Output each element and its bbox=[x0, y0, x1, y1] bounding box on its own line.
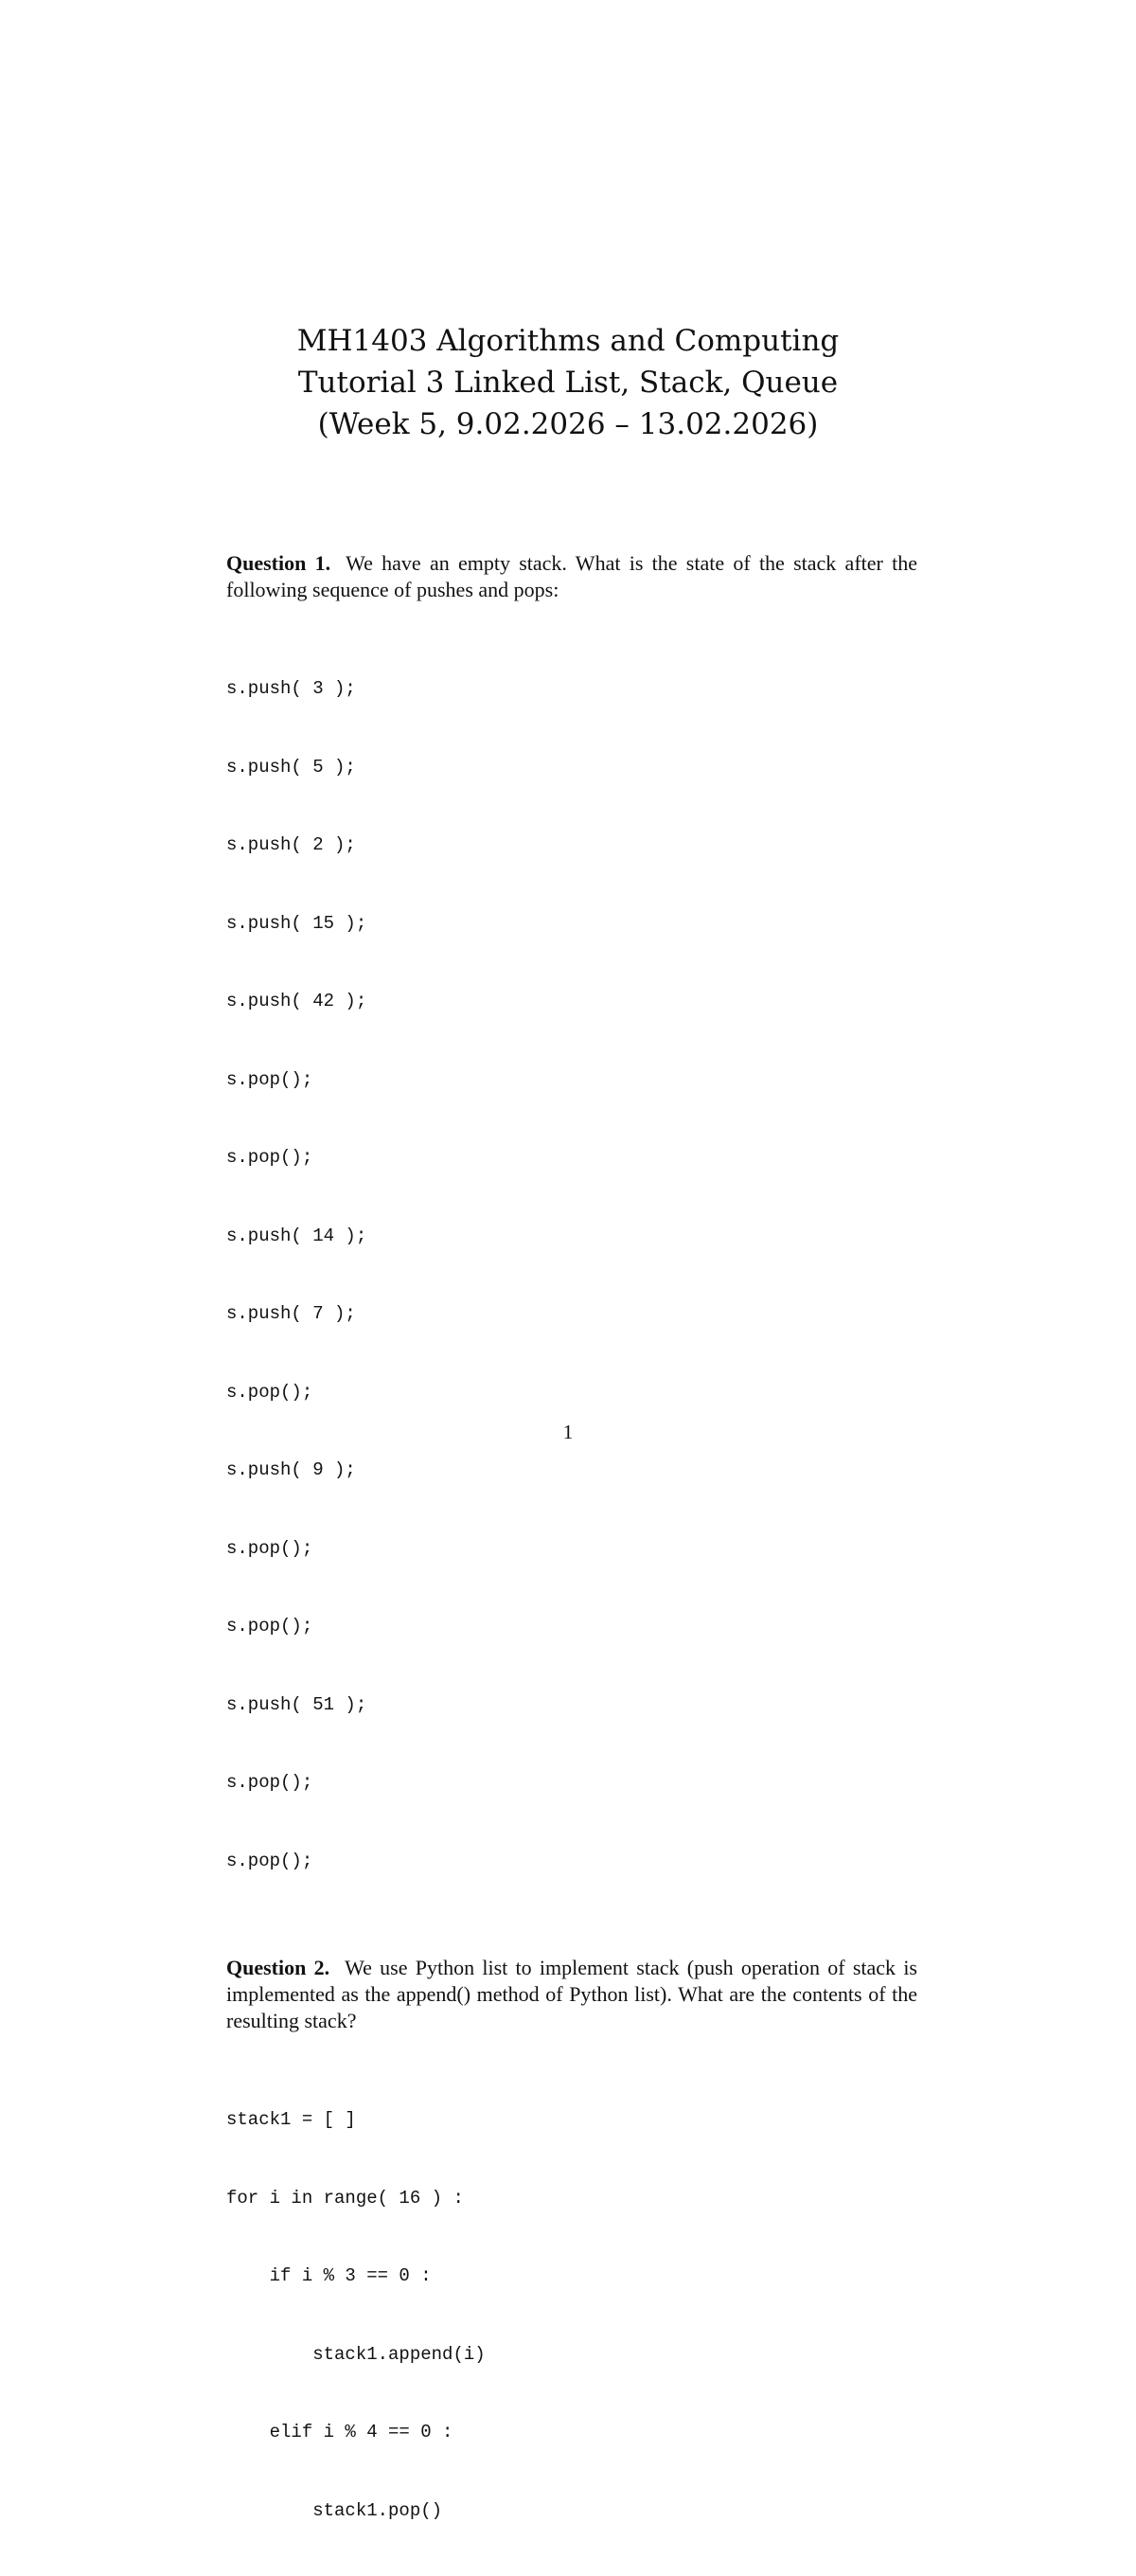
tutorial-title: Tutorial 3 Linked List, Stack, Queue bbox=[297, 366, 839, 400]
code-line: if i % 3 == 0 : bbox=[226, 2265, 432, 2286]
week-info: (Week 5, 9.02.2026 – 13.02.2026) bbox=[317, 407, 819, 441]
code-line: s.push( 2 ); bbox=[226, 834, 356, 855]
code-line: s.pop(); bbox=[226, 1381, 313, 1403]
code-line: s.push( 15 ); bbox=[226, 912, 367, 934]
code-line: s.push( 5 ); bbox=[226, 756, 356, 778]
code-line: s.push( 42 ); bbox=[226, 991, 367, 1011]
code-line: s.push( 7 ); bbox=[226, 1303, 356, 1324]
code-line: s.pop(); bbox=[226, 1772, 313, 1793]
question-1-label: Question 1. bbox=[226, 551, 331, 575]
code-line: s.push( 14 ); bbox=[226, 1225, 367, 1246]
code-line: stack1.append(i) bbox=[226, 2343, 486, 2365]
question-1-text: We have an empty stack. What is the state of the stack after the following sequence of pushes and pops: bbox=[226, 551, 917, 601]
question-2-text: We use Python list to implement stack (push operation of stack is implemented as the append() method of Python list). What are the contents of the resulting stack? bbox=[226, 1956, 917, 2032]
code-line: s.push( 9 ); bbox=[226, 1459, 356, 1480]
question-1 bbox=[226, 550, 917, 603]
question-1-code bbox=[226, 624, 917, 1926]
code-line: stack1 = [ ] bbox=[226, 2109, 356, 2130]
code-line: stack1.pop() bbox=[226, 2499, 443, 2521]
code-line: s.push( 3 ); bbox=[226, 678, 356, 699]
course-title: MH1403 Algorithms and Computing bbox=[296, 324, 840, 358]
code-line: elif i % 4 == 0 : bbox=[226, 2422, 453, 2442]
code-line: s.pop(); bbox=[226, 1147, 313, 1168]
title-block bbox=[0, 320, 1136, 445]
code-line: s.push( 51 ); bbox=[226, 1693, 367, 1715]
code-line: s.pop(); bbox=[226, 1850, 313, 1871]
questions-section bbox=[226, 550, 917, 2576]
question-2-code bbox=[226, 2055, 917, 2576]
page-number: 1 bbox=[562, 1421, 574, 1443]
question-2 bbox=[226, 1955, 917, 2034]
question-2-label: Question 2. bbox=[226, 1956, 330, 1979]
code-line: s.pop(); bbox=[226, 1537, 313, 1559]
code-line: s.pop(); bbox=[226, 1068, 313, 1090]
code-line: for i in range( 16 ) : bbox=[226, 2187, 464, 2209]
code-line: s.pop(); bbox=[226, 1616, 313, 1637]
